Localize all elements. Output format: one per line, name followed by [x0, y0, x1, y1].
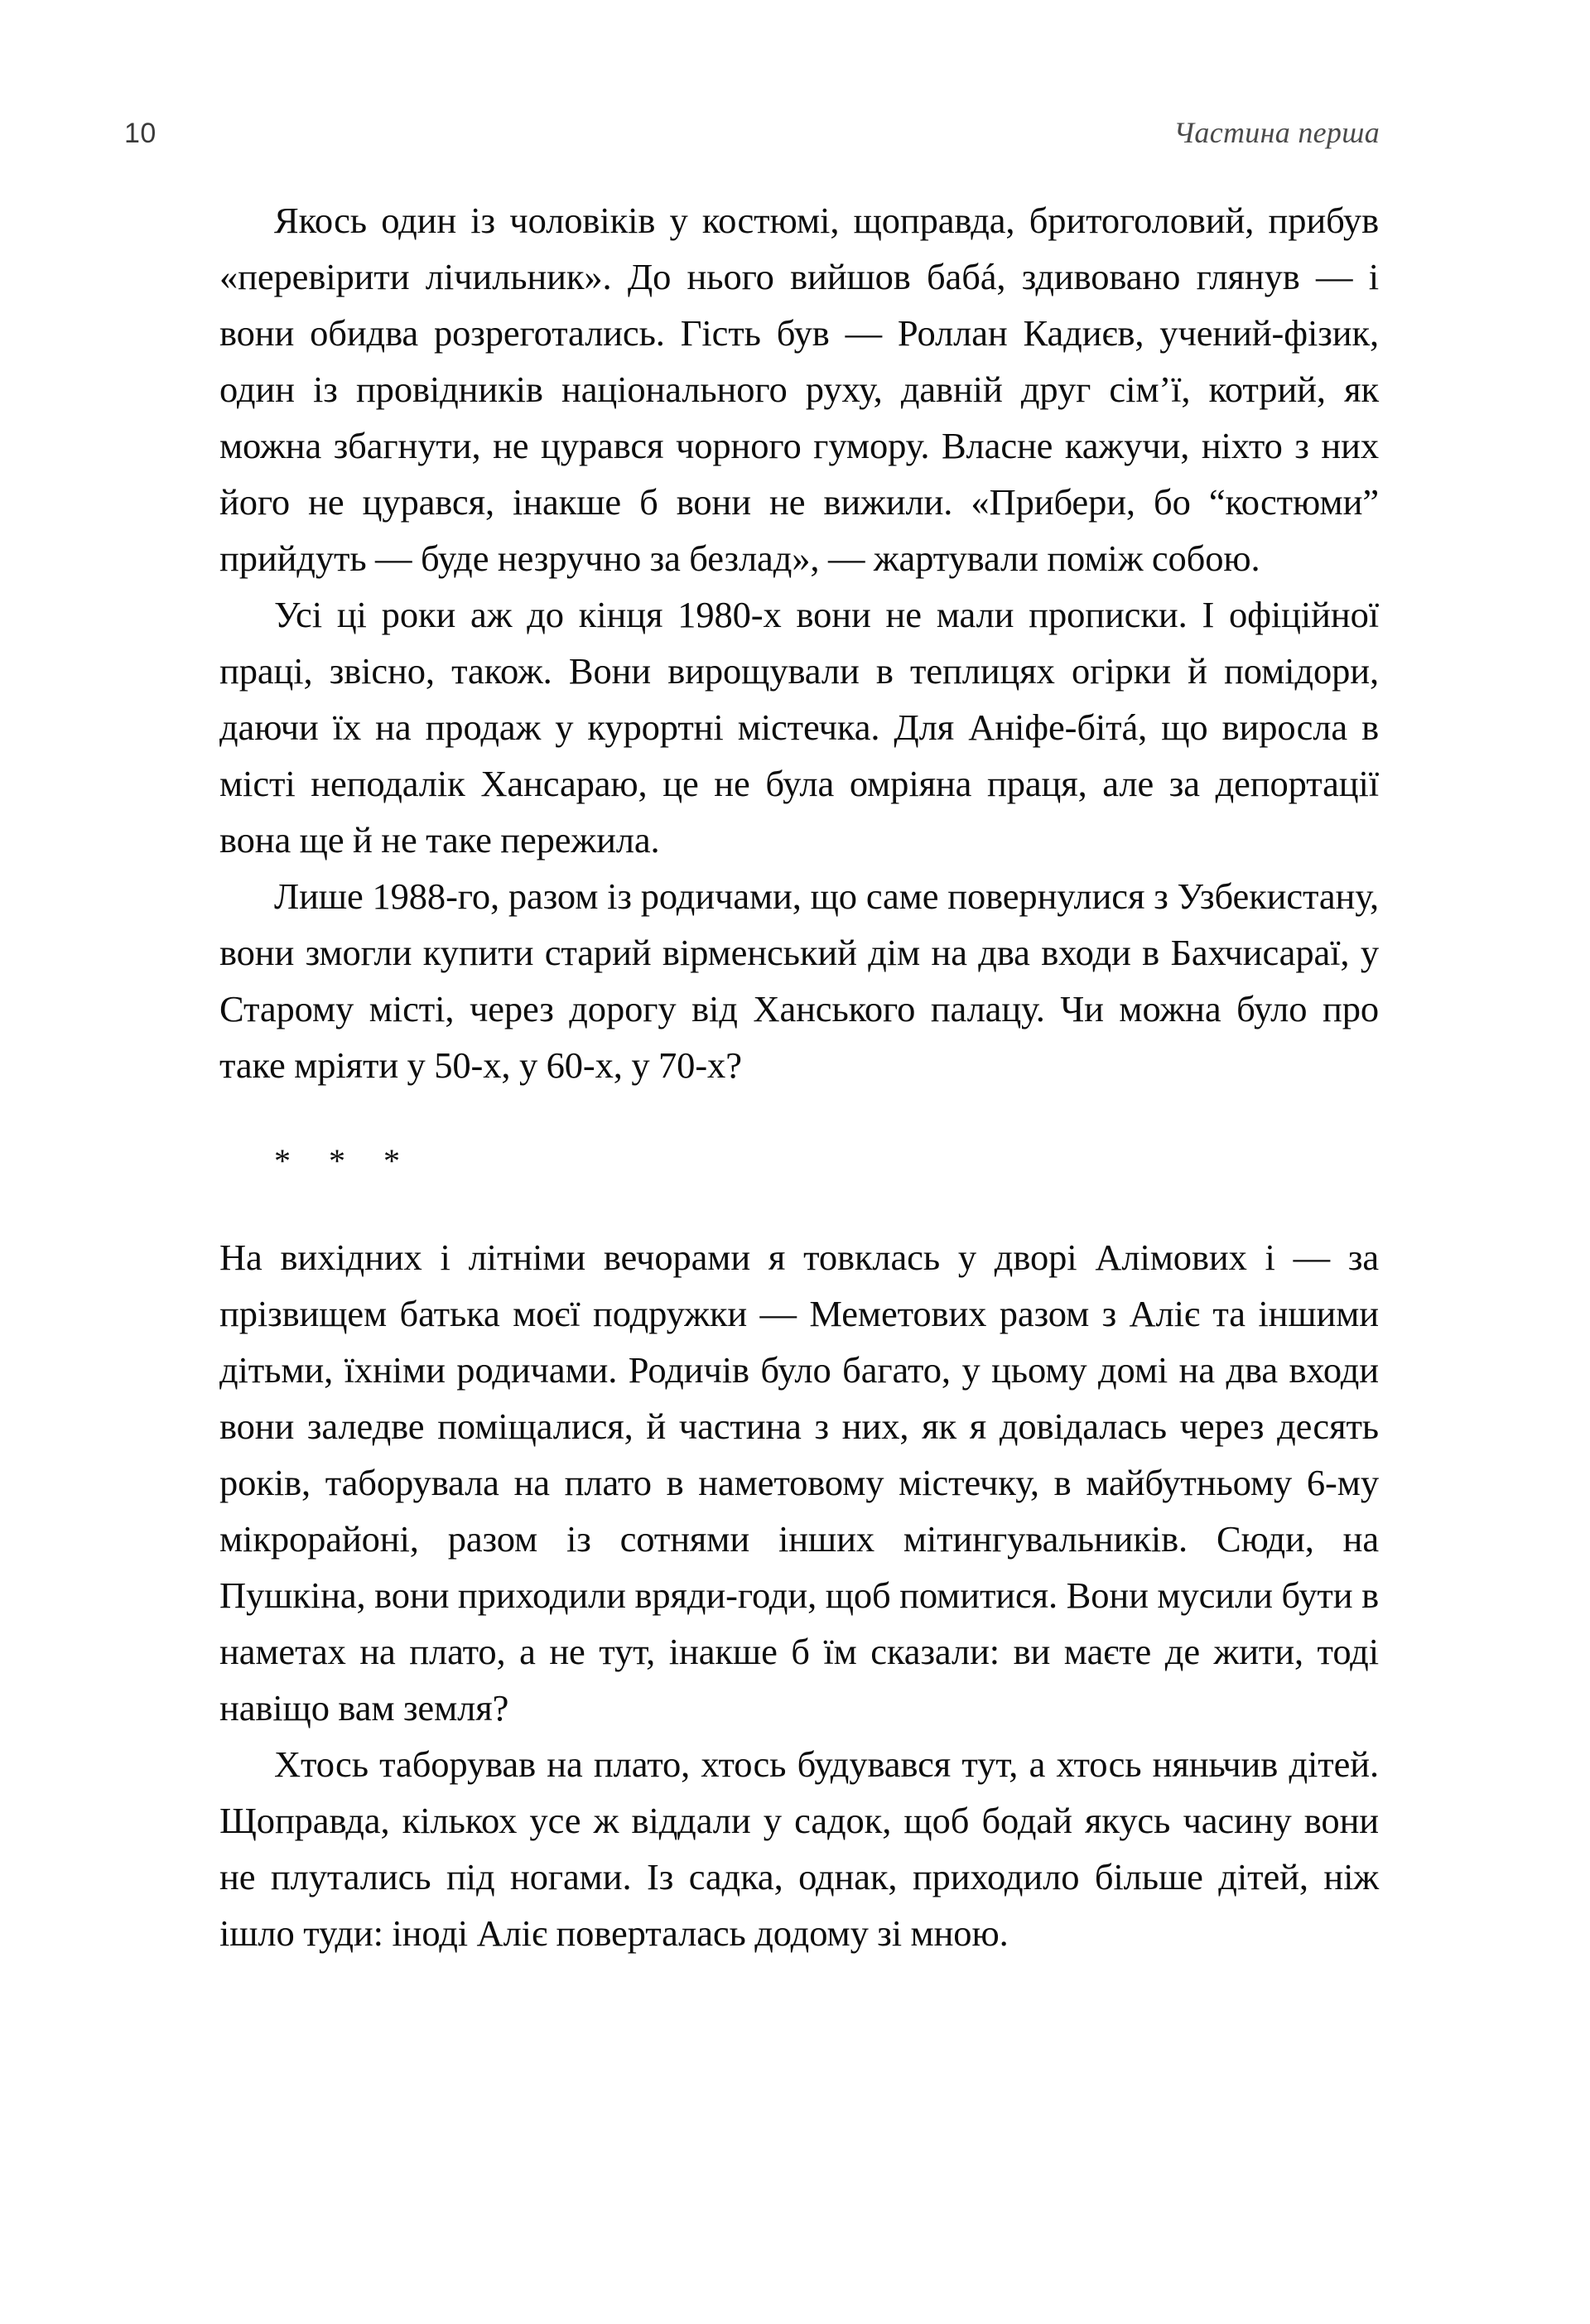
paragraph: Лише 1988-го, разом із родичами, що саме повернулися з Узбекистану, вони змогли купити старий вірменський дім на два входи в Бахчисараї, у Старому місті, через дорогу від Ханського палацу. Чи можна було про таке мріяти у 50-х, у 60-х, у 70-х? — [219, 875, 1379, 1086]
text-block — [219, 192, 1379, 1961]
asterism: * * * — [274, 1142, 415, 1179]
section-divider — [219, 1093, 1379, 1229]
running-head-title: Частина перша — [1173, 116, 1380, 149]
paragraph: Хтось таборував на плато, хтось будувався тут, а хтось няньчив дітей. Щоправда, кількох усе ж віддали у садок, щоб бодай якусь часину вони не плутались під ногами. Із садка, однак, приходило більше дітей, ніж ішло туди: іноді Аліє поверталась додому зі мною. — [219, 1743, 1379, 1954]
page-number: 10 — [124, 118, 157, 149]
paragraph: Усі ці роки аж до кінця 1980-х вони не мали прописки. І офіційної праці, звісно, також. Вони вирощували в теплицях огірки й помідори, даючи їх на продаж у курортні містечка. Для Аніфе-бітá, що виросла в місті неподалік Хансараю, це не була омріяна праця, але за депортації вона ще й не таке пережила. — [219, 594, 1379, 861]
paragraph: Якось один із чоловіків у костюмі, щоправда, бритоголовий, прибув «перевірити лічильник». До нього вийшов бабá, здивовано глянув — і вони обидва розреготались. Гість був — Роллан Кадиєв, учений-фізик, один із провідників національного руху, давній друг сім’ї, котрий, як можна збагнути, не цурався чорного гумору. Власне кажучи, ніхто з них його не цурався, інакше б вони не вижили. «Прибери, бо “костюми” прийдуть — буде незручно за безлад», — жартували поміж собою. — [219, 200, 1379, 579]
running-head — [124, 118, 1380, 164]
paragraph: На вихідних і літніми вечорами я товклась у дворі Алімових і — за прізвищем батька моєї подружки — Меметових разом з Аліє та іншими дітьми, їхніми родичами. Родичів було багато, у цьому домі на два входи вони заледве поміщалися, й частина з них, як я довідалась через десять років, таборувала на плато в наметовому містечку, в майбутньому 6-му мікрорайоні, разом із сотнями інших мітингувальників. Сюди, на Пушкіна, вони приходили вряди-годи, щоб помитися. Вони мусили бути в наметах на плато, а не тут, інакше б їм сказали: ви маєте де жити, тоді навіщо вам земля? — [219, 1237, 1379, 1729]
